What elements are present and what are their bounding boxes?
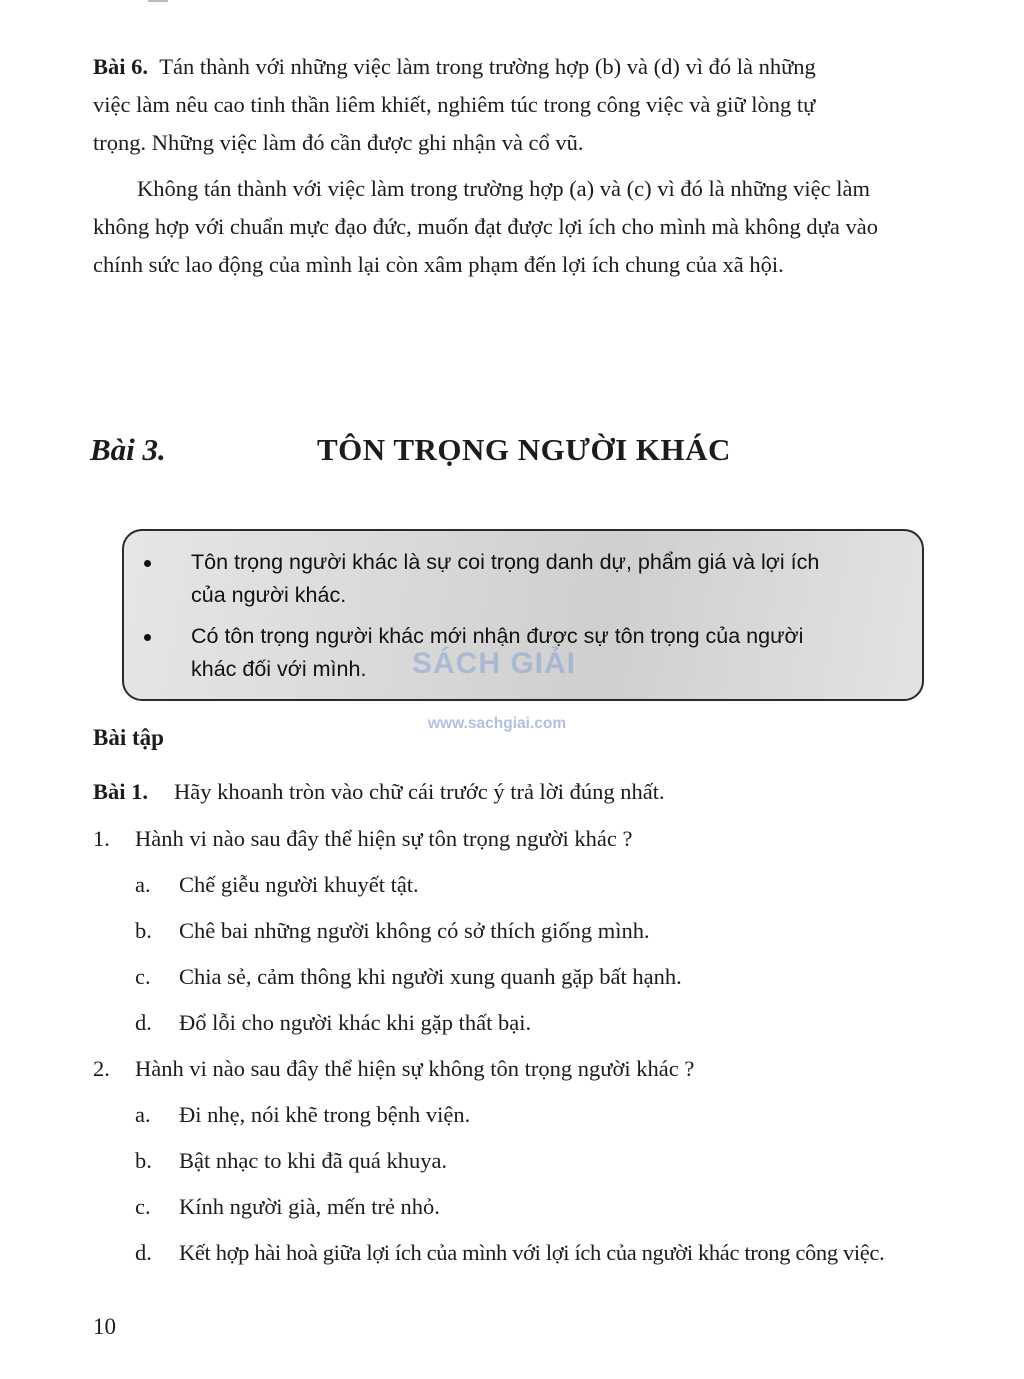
option-text: Đi nhẹ, nói khẽ trong bệnh viện. — [179, 1102, 471, 1127]
option-letter: c. — [135, 1194, 151, 1219]
bullet-text: Có tôn trọng người khác mới nhận được sự tôn trọng của người — [191, 624, 804, 648]
bullet-text: Tôn trọng người khác là sự coi trọng danh dự, phẩm giá và lợi ích — [191, 550, 820, 574]
option-letter: d. — [135, 1240, 152, 1265]
option-text: Chia sẻ, cảm thông khi người xung quanh gặp bất hạnh. — [179, 964, 682, 989]
answer-paragraph-bai6 — [93, 48, 973, 162]
scan-mark — [148, 0, 168, 2]
option-text: Chê bai những người không có sở thích giống mình. — [179, 918, 650, 943]
option-text: Kính người già, mến trẻ nhỏ. — [179, 1194, 440, 1219]
watermark-logo: SÁCH GIẢI — [412, 647, 577, 680]
question-text: Hành vi nào sau đây thể hiện sự không tôn trọng người khác ? — [135, 1056, 695, 1081]
option-letter: d. — [135, 1010, 152, 1035]
option-letter: b. — [135, 918, 152, 943]
option-text: Bật nhạc to khi đã quá khuya. — [179, 1148, 448, 1173]
question-number: 1. — [93, 826, 110, 851]
bullet-icon — [144, 560, 151, 567]
answer-paragraph-2 — [93, 170, 973, 284]
exercises-heading: Bài tập — [93, 725, 164, 750]
option-text: Đổ lỗi cho người khác khi gặp thất bại. — [179, 1010, 532, 1035]
paragraph-line — [93, 48, 973, 86]
bullet-text: của người khác. — [191, 583, 347, 607]
exercise-instruction — [93, 773, 665, 811]
option-letter: a. — [135, 872, 151, 897]
lesson-number: Bài 3. — [90, 432, 166, 467]
option-letter: b. — [135, 1148, 152, 1173]
paragraph-line: chính sức lao động của mình lại còn xâm phạm đến lợi ích chung của xã hội. — [93, 252, 784, 277]
page-number: 10 — [93, 1314, 116, 1339]
instruction-text: Hãy khoanh tròn vào chữ cái trước ý trả lời đúng nhất. — [174, 779, 665, 804]
paragraph-line: không hợp với chuẩn mực đạo đức, muốn đạt được lợi ích cho mình mà không dựa vào — [93, 214, 878, 239]
exercise-label: Bài 1. — [93, 779, 149, 804]
question-number: 2. — [93, 1056, 110, 1081]
paragraph-line: việc làm nêu cao tinh thần liêm khiết, nghiêm túc trong công việc và giữ lòng tự — [93, 92, 816, 117]
paragraph-line: Không tán thành với việc làm trong trường hợp (a) và (c) vì đó là những việc làm — [137, 176, 871, 201]
bullet-text: khác đối với mình. — [191, 657, 367, 681]
exercise-label: Bài 6. — [93, 54, 149, 79]
option-text: Kết hợp hài hoà giữa lợi ích của mình với lợi ích của người khác trong công việc. — [179, 1240, 885, 1265]
lesson-heading — [90, 432, 970, 482]
paragraph-text: Tán thành với những việc làm trong trường hợp (b) và (d) vì đó là những — [159, 54, 816, 79]
question-text: Hành vi nào sau đây thể hiện sự tôn trọng người khác ? — [135, 826, 633, 851]
watermark-url: www.sachgiai.com — [428, 715, 567, 732]
lesson-title: TÔN TRỌNG NGƯỜI KHÁC — [317, 432, 731, 467]
paragraph-line: trọng. Những việc làm đó cần được ghi nhận và cổ vũ. — [93, 130, 584, 155]
option-letter: c. — [135, 964, 151, 989]
bullet-icon — [144, 634, 151, 641]
option-letter: a. — [135, 1102, 151, 1127]
option-text: Chế giễu người khuyết tật. — [179, 872, 419, 897]
